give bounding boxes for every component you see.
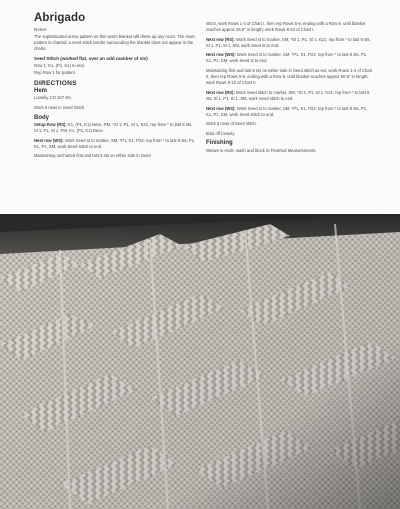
seed-stitch-row1: Row 1: K1, (P1, K1) to end. bbox=[34, 62, 85, 68]
notes-text: The sophisticated arrow pattern on this warm blanket will dress up any room. The main pattern is charted; a seed stitch border surrounding the blanket does not appear in the charts. bbox=[34, 33, 195, 52]
photo-shading bbox=[0, 214, 400, 509]
next-row-ws-1-label: Next row (WS): bbox=[206, 52, 236, 58]
hem-rows: Work 6 rows in Seed Stitch. bbox=[34, 105, 86, 110]
maintaining-text: Maintaining uncharted first and last 5 sts on either side in Seed bbox=[34, 153, 151, 159]
next-row-ws bbox=[34, 138, 196, 150]
next-row-rs-2-text: Work Seed stitch to marker, SM, *Sl 1, P1, Sl 1, K21; rep from * to last 8 sts, Sl 1, P1, Sl 1, SM, work Seed stitch to end. bbox=[206, 89, 370, 101]
next-row-ws-text: Work Seed st to marker, SM, *P1, K1, P22; rep from * to last 8 sts, P1, K1, P1, SM, work Seed stitch to end. bbox=[34, 137, 196, 149]
next-row-rs-1 bbox=[206, 37, 374, 49]
setup-row-label: Setup Row (RS): bbox=[34, 122, 67, 128]
directions-heading: DIRECTIONS bbox=[34, 79, 77, 87]
pattern-title: Abrigado bbox=[34, 12, 86, 24]
finishing-heading: Finishing bbox=[206, 140, 233, 147]
setup-row-text: K1, (P1, K1) twice, PM, *Sl 1, P1, Sl 1, K21, rep from * to last 8 sts, Sl 1, P1, Sl 1, PM, K1, (P1, K1) twice. bbox=[34, 122, 193, 134]
continued-text: stitch, work Rows 1-4 of Chart I, then rep Rows 5-8, ending with a Row 8, until blanket reaches approx 26.5" in length; work Rows 9-10 of Chart I. bbox=[206, 21, 366, 33]
next-row-rs-1-text: Work Seed st to marker, SM, *Sl 1, P1, Sl 1, K21; rep from * to last 8 sts, Sl 1, P1, Sl 1, SM, work Seed st to end. bbox=[206, 36, 371, 48]
hem-heading: Hem bbox=[34, 87, 48, 94]
next-row-ws-1 bbox=[206, 52, 374, 64]
seed-stitch-repeat: Rep Row 1 for pattern. bbox=[34, 70, 77, 76]
next-row-ws-label: Next row (WS): bbox=[34, 137, 64, 143]
body-heading: Body bbox=[34, 114, 49, 121]
next-row-ws-1-text: Work Seed st to marker, SM, *P1, K1, P22; rep from * to last 8 sts, P1, K1, P1, SM, work Seed st to end. bbox=[206, 52, 368, 64]
maintaining-2-text: Maintaining first and last 5 sts on either side in Seed stitch as est, work Rows 1-4 of Chart II, then rep Rows 5-8, ending with a Row 8, until blanket reaches approx 50.5" in length; work Rows 9-10 of Chart II. bbox=[206, 68, 373, 86]
next-row-ws-2 bbox=[206, 106, 374, 118]
notes-label: Notes: bbox=[34, 27, 48, 32]
right-column bbox=[206, 21, 374, 158]
seed-rows-text: Work 6 rows of Seed stitch. bbox=[206, 121, 257, 127]
next-row-rs-2 bbox=[206, 90, 374, 102]
next-row-ws-2-label: Next row (WS): bbox=[206, 105, 236, 111]
setup-row bbox=[34, 122, 196, 134]
blanket-photo bbox=[0, 214, 400, 509]
left-column bbox=[34, 8, 196, 163]
hem-cast-on: Loosely CO 157 sts. bbox=[34, 95, 72, 101]
next-row-ws-2-text: Work Seed st to marker, SM, *P1, K1, P22; rep from * to last 8 sts, P1, K1, P1, SM, work Seed stitch to end. bbox=[206, 105, 368, 117]
next-row-rs-2-label: Next row (RS): bbox=[206, 89, 235, 95]
bind-off-text: Bind off loosely. bbox=[206, 130, 236, 136]
finishing-text: Weave in ends, wash and block to Finished Measurements. bbox=[206, 147, 317, 153]
seed-stitch-heading: Seed Stitch (worked flat, over an odd number of sts) bbox=[34, 55, 148, 61]
next-row-rs-1-label: Next row (RS): bbox=[206, 36, 235, 42]
